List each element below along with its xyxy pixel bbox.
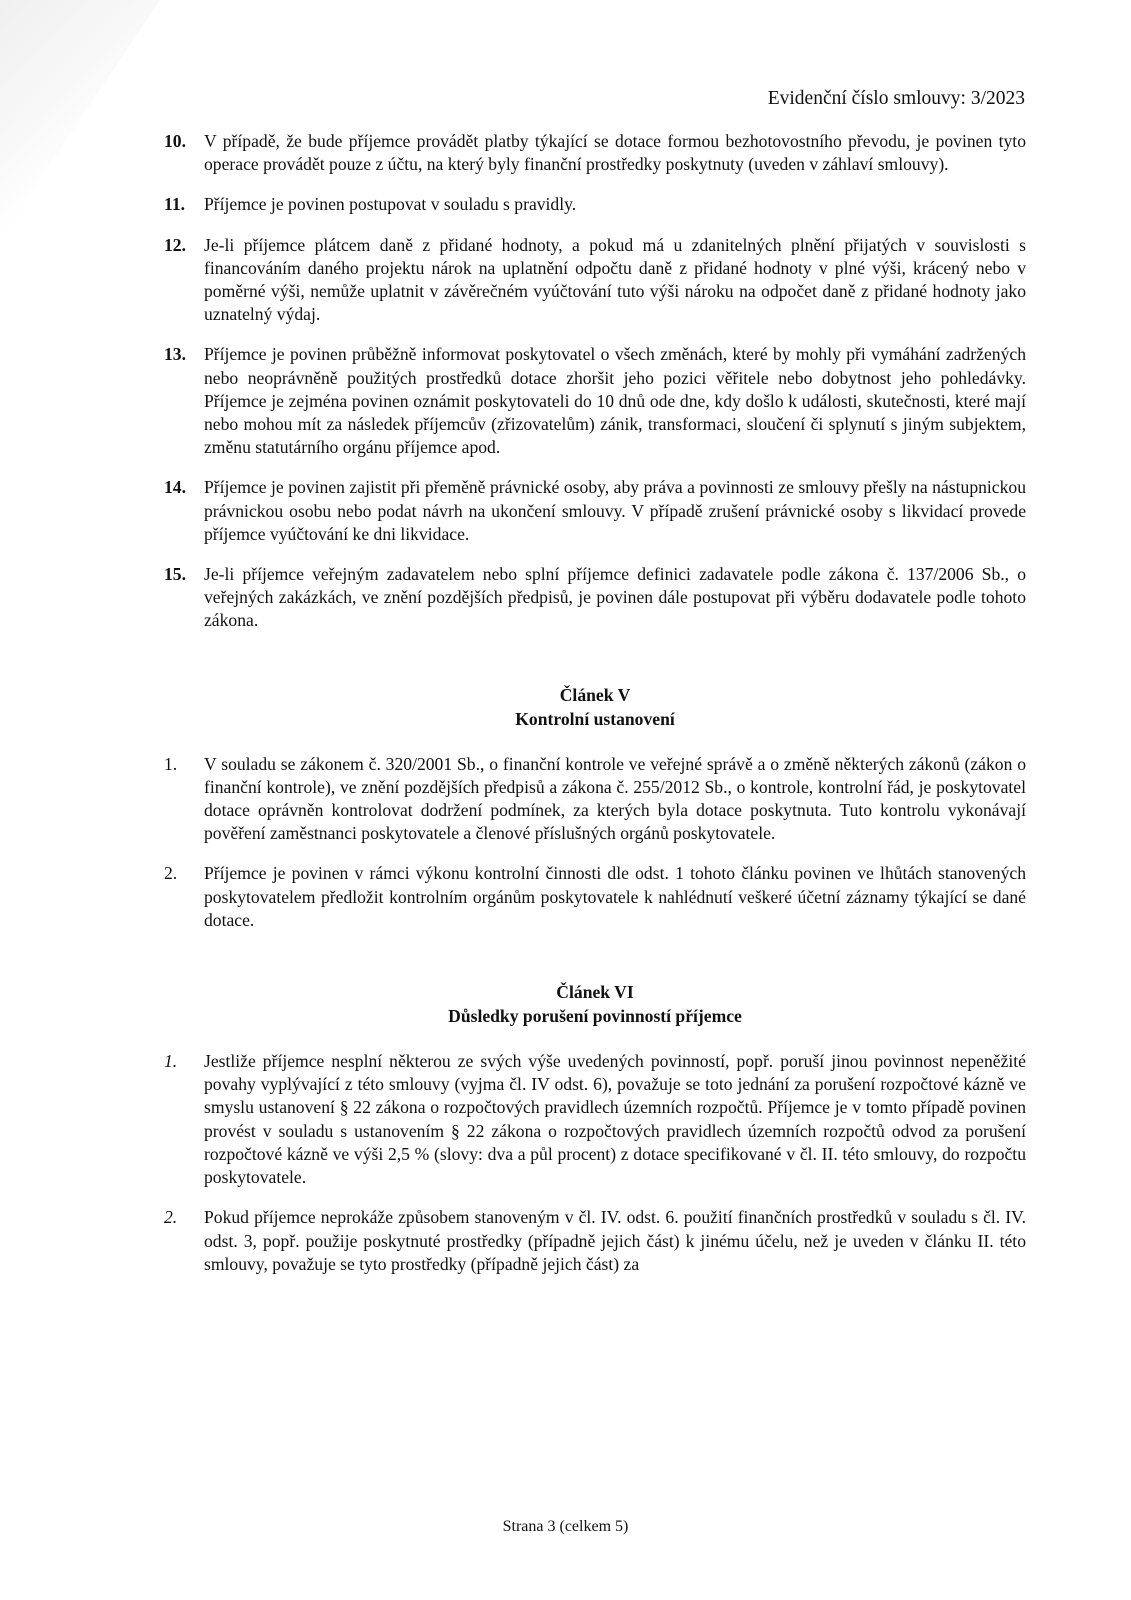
clause-item — [164, 753, 1026, 846]
clause-text: V případě, že bude příjemce provádět platby týkající se dotace formou bezhotovostního převodu, je povinen tyto operace provádět pouze z účtu, na který byly finanční prostředky poskytnuty (uveden v záhlaví smlouvy). — [204, 131, 1026, 175]
article-title: Kontrolní ustanovení — [515, 708, 675, 729]
clause-text: Je-li příjemce plátcem daně z přidané hodnoty, a pokud má u zdanitelných plnění přijatých v souvislosti s financováním daného projektu nárok na uplatnění odpočtu daně z přidané hodnoty v plné výši, krácený nebo v poměrné výši, nemůže uplatnit v závěrečném vyúčtování tuto výši nároku na odpočet daně z přidané hodnoty jako uznatelný výdaj. — [204, 234, 1026, 325]
clause-number: 14. — [164, 477, 186, 498]
clause-text: Příjemce je povinen postupovat v souladu s pravidly. — [204, 194, 577, 215]
clause-text: V souladu se zákonem č. 320/2001 Sb., o finanční kontrole ve veřejné správě a o změně některých zákonů (zákon o finanční kontrole), ve znění pozdějších předpisů a zákona č. 255/2012 Sb., o kontrole, kontrolní řád, je poskytovatel dotace oprávněn kontrolovat dodržení podmínek, za kterých byla dotace poskytnuta. Tuto kontrolu vykonávají pověření zaměstnanci poskytovatele a členové příslušných orgánů poskytovatele. — [204, 753, 1026, 844]
clause-item — [164, 862, 1026, 932]
article-vi-heading — [164, 980, 1026, 1028]
clause-number: 12. — [164, 234, 186, 255]
clause-item — [164, 1206, 1026, 1276]
article-label: Článek VI — [556, 982, 634, 1003]
clause-number: 13. — [164, 344, 186, 365]
clause-number: 1. — [164, 753, 178, 774]
clause-number: 2. — [164, 1207, 178, 1228]
article-label: Článek V — [559, 684, 631, 705]
contract-number: Evidenční číslo smlouvy: 3/2023 — [767, 88, 1025, 109]
clause-number: 10. — [164, 131, 186, 151]
clause-item — [164, 193, 1026, 216]
clause-text: Jestliže příjemce nesplní některou ze svých výše uvedených povinností, popř. poruší jinou povinnost nepeněžité povahy vyplývající z této smlouvy (vyjma čl. IV odst. 6), považuje se toto jednání za porušení rozpočtové kázně ve smyslu ustanovení § 22 zákona o rozpočtových pravidlech územních rozpočtů. Příjemce je v tomto případě povinen provést v souladu s ustanovením § 22 zákona o rozpočtových pravidlech územních rozpočtů odvod za porušení rozpočtové kázně ve výši 2,5 % (slovy: dva a půl procent) z dotace specifikované v čl. II. této smlouvy, do rozpočtu poskytovatele. — [204, 1051, 1026, 1188]
clause-text: Příjemce je povinen zajistit při přeměně právnické osoby, aby práva a povinnosti ze smlouvy přešly na nástupnickou právnickou osobu nebo podat návrh na ukončení smlouvy. V případě zrušení právnické osoby s likvidací provede příjemce vyúčtování ke dni likvidace. — [204, 477, 1026, 544]
clause-text: Pokud příjemce neprokáže způsobem stanoveným v čl. IV. odst. 6. použití finančních prostředků v souladu s čl. IV. odst. 3, popř. použije poskytnuté prostředky (případně jejich část) k jinému účelu, než je uveden v článku II. této smlouvy, považuje se tyto prostředky (případně jejich část) za — [204, 1207, 1026, 1274]
page-number: Strana 3 (celkem 5) — [502, 1518, 629, 1535]
clause-item — [164, 476, 1026, 546]
clause-text: Příjemce je povinen průběžně informovat poskytovatel o všech změnách, které by mohly při vymáhání zadržených nebo neoprávněně použitých prostředků dotace zhoršit jeho pozici věřitele nebo dobytnost jeho pohledávky. Příjemce je zejména povinen oznámit poskytovateli do 10 dnů ode dne, kdy došlo k události, skutečnosti, které mají nebo mohou mít za následek příjemcův (zřizovatelům) zánik, transformaci, sloučení či splynutí s jiným subjektem, změnu statutárního orgánu příjemce apod. — [204, 344, 1026, 458]
clause-item — [164, 563, 1026, 633]
article-title: Důsledky porušení povinností příjemce — [448, 1006, 742, 1027]
clause-number: 11. — [164, 194, 186, 215]
clause-item — [164, 234, 1026, 327]
clause-text: Příjemce je povinen v rámci výkonu kontrolní činnosti dle odst. 1 tohoto článku povinen ve lhůtách stanovených poskytovatelem předložit kontrolním orgánům poskytovatele k nahlédnutí veškeré účetní záznamy týkající se dané dotace. — [204, 863, 1026, 930]
article-v-heading — [164, 683, 1026, 731]
clause-item — [164, 130, 1026, 176]
document-body — [164, 130, 1026, 1276]
clause-number: 2. — [164, 863, 178, 884]
clause-item — [164, 343, 1026, 459]
folded-corner-shadow — [0, 0, 160, 240]
clause-number: 15. — [164, 564, 186, 585]
clause-item — [164, 1050, 1026, 1189]
clause-text: Je-li příjemce veřejným zadavatelem nebo splní příjemce definici zadavatele podle zákona č. 137/2006 Sb., o veřejných zakázkách, ve znění pozdějších předpisů, je povinen dále postupovat při výběru dodavatele podle tohoto zákona. — [204, 564, 1026, 631]
clause-number: 1. — [164, 1051, 178, 1072]
